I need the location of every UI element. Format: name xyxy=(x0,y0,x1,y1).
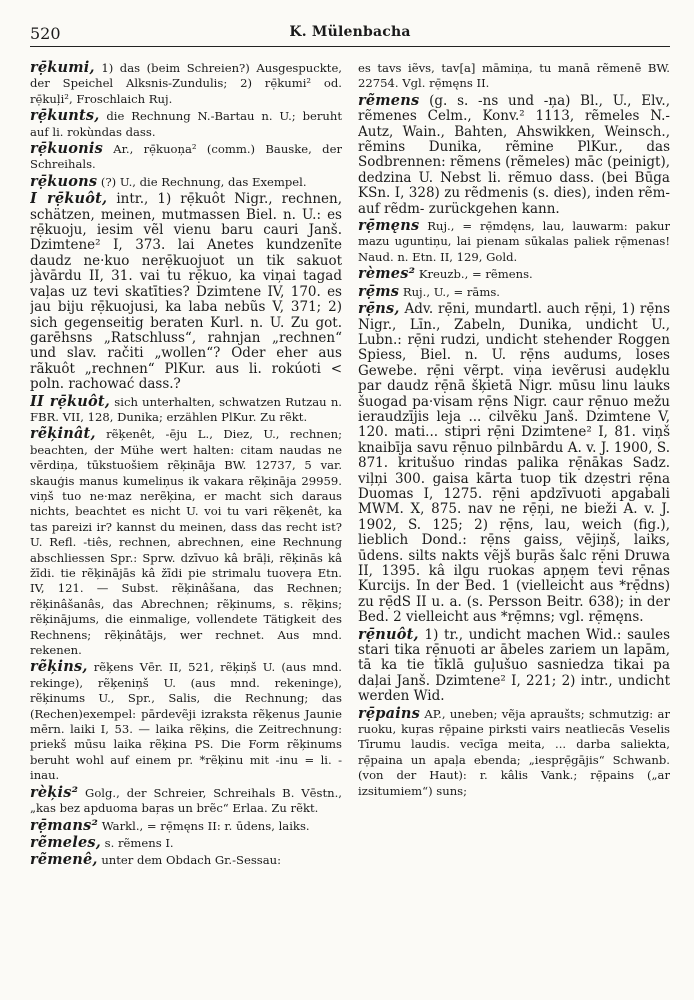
dictionary-entry xyxy=(358,284,670,300)
entry-headword: rẹ̄nuôt, xyxy=(358,625,419,643)
entry-text: s. rẽmens I. xyxy=(100,835,174,850)
running-title: K. Mülenbacha xyxy=(289,24,411,40)
dictionary-entry xyxy=(30,141,342,173)
entry-text: Golg., der Schreier, Schreihals B. Vēstn., „kas bez apduoma baŗas un brẽc“ Erlaa. Zu rẽkt. xyxy=(30,785,342,816)
entry-headword: rẹ̄ns, xyxy=(358,300,400,318)
entry-headword: rẽmeles, xyxy=(30,833,101,851)
page-number: 520 xyxy=(30,24,61,43)
entry-text: Adv. rẹ̄ni, mundartl. auch rẹ̄ņi, 1) rẹ̄ns Nigr., Līn., Zabeln, Dunika, undicht U., Lubn.: rẹ̄ni rudzi, undicht stehender Roggen Spiess, Biel. n. U. rẹ̄ns audums, loses Gewebe. rẹ̄ni vẽrpt. viņa ievẽrusi audẹklu par daudz rẹ̄nā šķietā Nigr. mūsu linu lauks šuogad pa·visam rẹ̄ns Nigr. caur rẹ̄nuo mežu ieraudzījis leja ... cilvẽku Janš. Dzimtene V, 120. mati... stipri rẹ̄ni Dzimtene² I, 81. viņš knaibīja savu rẹ̄nuo pilnbārdu A. v. J. 1900, S. 871. kritušuo rindas palika rẹ̄nākas Sadz. viļņi 300. gaisa kārta tuop tik dzẹstri rẹ̄na Duomas I, 1275. rẹ̄ni apdzīvuoti apgabali MWM. X, 875. nav ne rẹ̄ņi, ne bieži A. v. J. 1902, S. 125; 2) rẹ̄ns, lau, weich (fig.), lieblich Dond.: rẹ̄ns gaiss, vējiņš, laiks, ūdens. silts nakts vẽjš buŗās šalc rẹ̄ni Druwa II, 1395. kâ ilgu ruokas apņẹm tevi rẹ̄nas Kurcijs. In der Bed. 1 (vielleicht aus *rẹ̄dns) zu rẹ̄dS II u. a. (s. Persson Beitr. 638); in der Bed. 2 vielleicht aus *rẹ̄mns; vgl. rẹ̄męns. xyxy=(358,301,670,626)
entry-headword: rẽķinât, xyxy=(30,425,96,443)
entry-headword: rẹ̄ms xyxy=(358,282,400,300)
dictionary-entry xyxy=(358,218,670,265)
dictionary-entry xyxy=(30,108,342,140)
entry-text: Ruj., U., = rāms. xyxy=(399,284,500,299)
entry-headword: rèķis² xyxy=(30,783,79,801)
entry-text: (g. s. -ns und -ņa) Bl., U., Elv., rẽmenes Celm., Konv.² 1113, rẽmeles N.-Autz, Wain., Bahten, Ahswikken, Weinsch., rẽmins Dunika, rẽmine PlKur., das Sodbrennen: rẽmens (rẽmeles) māc (peinigt), dedzina U. Nebst li. rẽmuo dass. (bei Būga KSn. I, 328) zu rẽdmenis (s. dies), inden rẽm- auf rẽdm- zurückgehen kann. xyxy=(358,92,670,217)
entry-text: (?) U., die Rechnung, das Exempel. xyxy=(97,174,307,189)
entry-headword: rẽķins, xyxy=(30,658,88,676)
page-header xyxy=(30,24,670,46)
entry-headword: rèmes² xyxy=(358,265,416,283)
entry-text: die Rechnung N.-Bartau n. U.; beruht auf li. rokùndas dass. xyxy=(30,109,342,139)
entry-headword: rẹ̄mans² xyxy=(30,816,99,834)
dictionary-entry xyxy=(358,266,670,282)
entry-text: AP., uneben; vẽja apraušts; schmutzig: ar ruoku, kuŗas rẹ̄paine pirksti vairs neatliecās Veselis Tīrumu laudis. vecīga meita, ... darba saliekta, rẹ̄paina un apaļa ebenda; „iesprẹ̄gājis“ Schwanb. (von der Haut): r. kâlis Vank.; rẹ̄pains („ar izsitumiem“) suns; xyxy=(358,706,670,798)
entry-headword: I rẹ̄kuôt, xyxy=(30,190,108,208)
entry-headword: rẽmenê, xyxy=(30,851,98,869)
entry-headword: rẹ̄kuonis xyxy=(30,140,103,158)
left-column xyxy=(30,60,342,990)
dictionary-entry xyxy=(30,191,342,392)
entry-text: es tavs iẽvs, tav[a] māmiņa, tu manā rẽmenē BW. 22754. Vgl. rẹ̄męns II. xyxy=(358,61,670,91)
entry-headword: II rẹ̄kuôt, xyxy=(30,392,111,410)
dictionary-entry xyxy=(30,785,342,817)
dictionary-entry xyxy=(30,394,342,426)
dictionary-entry xyxy=(30,426,342,658)
entry-text: rẽķenêt, -ēju L., Diez, U., rechnen; beachten, der Mühe wert halten: citam naudas ne vērdiņa, tūkstuošiem rẽķināja BW. 12737, 5 var. skauģis manus kumeliņus ik vakara rẽķināja 29959. viņš tuo ne·maz nerẽķina, er macht sich daraus nichts, beachtet es nicht U. voi tu vari rẽķenêt, ka tas pareizi ir? kannst du meinen, dass das recht ist? U. Refl. -tiês, rechnen, abrechnen, eine Rechnung abschliessen Spr.: Sprw. dzīvuo kâ brāļi, rẽķinās kâ žīdi. tie rẽķinājās kâ žīdi pie strimalu tuoveŗa Etn. IV, 121. — Subst. rẽķinâšana, das Rechnen; rẽķinâšanâs, das Abrechnen; rẽķinums, s. rẽķins; rẽķinājums, die einmalige, vollendete Tätigkeit des Rechnens; rẽķinâtājs, wer rechnet. Aus mnd. rekenen. xyxy=(30,427,342,658)
right-column xyxy=(358,60,670,990)
entry-text: 1) tr., undicht machen Wid.: saules stari tika rẹ̄nuoti ar ābeles zariem un lapām, tā ka tie tīklā guļušuo sasniedza tikai pa daļai Janš. Dzimtene² I, 221; 2) intr., undicht werden Wid. xyxy=(358,626,670,705)
entry-text: intr., 1) rẹ̄kuôt Nigr., rechnen, schätzen, meinen, mutmassen Biel. n. U.: es rẹ̄kuoju, iesim vẽl vienu baru cauri Janš. Dzimtene² I, 373. lai Anetes kundzenīte daudz ne·kuo nerẹ̄kuojuot un tik sakuot jàvārdu II, 31. vai tu rẹ̄kuo, ka viņai tagad vaļas uz tevi skatīties? Dzimtene IV, 170. es jau biju rẹ̄kuojusi, ka laba nebũs V, 371; 2) sich gegenseitig beraten Kurl. n. U. Zu got. garēhsns „Ratschluss“, rahnjan „rechnen“ und slav. račiti „wollen“? Oder eher aus rãkuôt „rechnen“ PlKur. aus li. rokúoti < poln. rachować dass.? xyxy=(30,191,342,393)
entry-text: 1) das (beim Schreien?) Ausgespuckte, der Speichel Alksnis-Zundulis; 2) rẹ̄kumi² od. rẹ̄kuļi², Froschlaich Ruj. xyxy=(30,61,342,106)
dictionary-entry xyxy=(30,852,342,868)
entry-headword: rẽmens xyxy=(358,91,420,109)
dictionary-entry xyxy=(358,627,670,705)
dictionary-entry xyxy=(358,706,670,799)
dictionary-entry xyxy=(358,301,670,626)
entry-headword: rẹ̄pains xyxy=(358,704,421,722)
entry-text: Ar., rẹ̄kuoņa² (comm.) Bauske, der Schreihals. xyxy=(30,142,342,172)
entry-text: Warkl., = rẹ̄męns II: r. ūdens, laiks. xyxy=(98,818,310,833)
entry-text: unter dem Obdach Gr.-Sessau: xyxy=(97,853,282,868)
entry-headword: rẹ̄kuons xyxy=(30,172,98,190)
entry-text: sich unterhalten, schwatzen Rutzau n. FBR. VII, 128, Dunika; erzählen PlKur. Zu rẽkt. xyxy=(30,394,342,424)
entry-headword: rẹ̄męns xyxy=(358,217,420,235)
dictionary-entry xyxy=(30,818,342,834)
header-rule xyxy=(30,46,670,47)
dictionary-entry xyxy=(30,60,342,107)
dictionary-entry xyxy=(30,174,342,190)
entry-headword: rẹ̄kumi, xyxy=(30,60,95,76)
dictionary-entry xyxy=(358,60,670,92)
entry-text: Ruj., = rẹ̄mdęns, lau, lauwarm: pakur mazu uguntiņu, lai pienam sūkalas paliek rẹ̄menas! Naud. n. Etn. II, 129, Gold. xyxy=(358,219,670,264)
entry-text: rẽķens Vēr. II, 521, rẽķiņš U. (aus mnd. rekinge), rẽķeniņš U. (aus mnd. rekeninge), rẽķinums U., Spr., Salis, die Rechnung; das (Rechen)exempel: pārdevẽji izrakstа rẽķenus Jaunie mērn. laiki I, 53. — laika rẽķins, die Zeitrechnung: priekš mūsu laika rẽķina PS. Die Form rẽķinums beruht wohl auf einem pr. *rẽķinu mit -inu = li. -inau. xyxy=(30,660,342,783)
entry-text: Kreuzb., = rẽmens. xyxy=(415,267,533,282)
dictionary-entry xyxy=(358,93,670,217)
dictionary-entry xyxy=(30,659,342,783)
entry-headword: rẹ̄kunts, xyxy=(30,107,100,125)
dictionary-entry xyxy=(30,835,342,851)
